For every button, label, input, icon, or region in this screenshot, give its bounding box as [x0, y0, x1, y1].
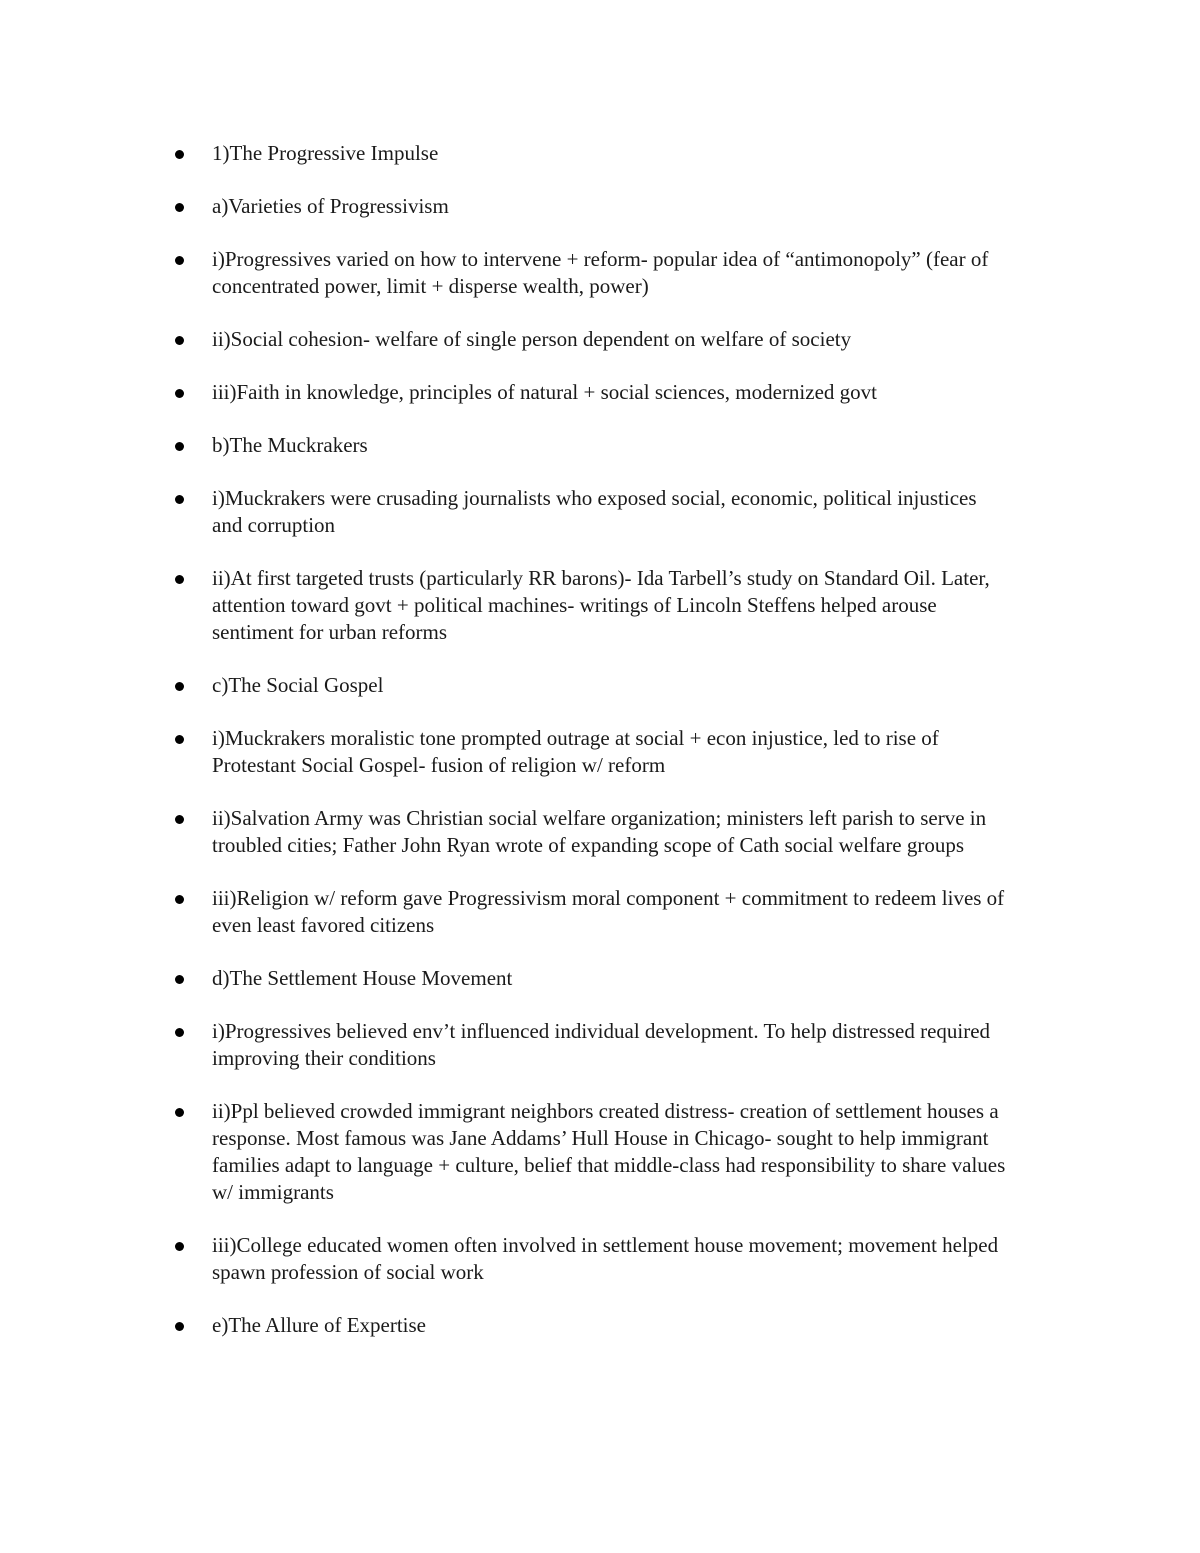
list-item-text: c)The Social Gospel [212, 673, 384, 697]
list-item-text: i)Muckrakers moralistic tone prompted outrage at social + econ injustice, led to rise of Protestant Social Gospel- fusion of religion w/ reform [212, 726, 939, 777]
bullet-icon [175, 1028, 184, 1037]
bullet-icon [175, 682, 184, 691]
list-item [172, 805, 1012, 859]
list-item [172, 565, 1012, 646]
list-item [172, 432, 1012, 459]
list-item-text: iii)Religion w/ reform gave Progressivism moral component + commitment to redeem lives of even least favored citizens [212, 886, 1005, 937]
list-item-text: iii)College educated women often involved in settlement house movement; movement helped spawn profession of social work [212, 1233, 999, 1284]
list-item [172, 885, 1012, 939]
list-item-text: i)Progressives varied on how to intervene + reform- popular idea of “antimonopoly” (fear of concentrated power, limit + disperse wealth, power) [212, 247, 989, 298]
list-item-text: iii)Faith in knowledge, principles of natural + social sciences, modernized govt [212, 380, 877, 404]
list-item-text: b)The Muckrakers [212, 433, 368, 457]
list-item [172, 1312, 1012, 1339]
list-item-text: d)The Settlement House Movement [212, 966, 513, 990]
list-item-text: ii)At first targeted trusts (particularly RR barons)- Ida Tarbell’s study on Standard Oil. Later, attention toward govt + political machines- writings of Lincoln Steffens helped arouse sentiment for urban reforms [212, 566, 990, 644]
list-item [172, 485, 1012, 539]
outline-list [172, 140, 1012, 1365]
list-item-text: 1)The Progressive Impulse [212, 141, 439, 165]
bullet-icon [175, 336, 184, 345]
bullet-icon [175, 256, 184, 265]
bullet-icon [175, 495, 184, 504]
list-item [172, 1232, 1012, 1286]
list-item [172, 725, 1012, 779]
list-item [172, 379, 1012, 406]
list-item [172, 965, 1012, 992]
bullet-icon [175, 203, 184, 212]
bullet-icon [175, 735, 184, 744]
bullet-icon [175, 442, 184, 451]
bullet-icon [175, 895, 184, 904]
list-item [172, 193, 1012, 220]
list-item-text: i)Progressives believed env’t influenced individual development. To help distressed required improving their conditions [212, 1019, 991, 1070]
list-item-text: ii)Social cohesion- welfare of single person dependent on welfare of society [212, 327, 852, 351]
list-item-text: i)Muckrakers were crusading journalists who exposed social, economic, political injustices and corruption [212, 486, 977, 537]
bullet-icon [175, 975, 184, 984]
bullet-icon [175, 1242, 184, 1251]
list-item [172, 246, 1012, 300]
list-item-text: e)The Allure of Expertise [212, 1313, 426, 1337]
bullet-icon [175, 389, 184, 398]
bullet-icon [175, 150, 184, 159]
list-item [172, 1098, 1012, 1206]
bullet-icon [175, 1108, 184, 1117]
list-item-text: a)Varieties of Progressivism [212, 194, 449, 218]
list-item [172, 1018, 1012, 1072]
bullet-icon [175, 815, 184, 824]
bullet-icon [175, 575, 184, 584]
list-item [172, 140, 1012, 167]
list-item [172, 672, 1012, 699]
bullet-icon [175, 1322, 184, 1331]
list-item-text: ii)Ppl believed crowded immigrant neighbors created distress- creation of settlement houses a response. Most famous was Jane Addams’ Hull House in Chicago- sought to help immigrant families adapt to language + culture, belief that middle-class had responsibility to share values w/ immigrants [212, 1099, 1006, 1204]
list-item-text: ii)Salvation Army was Christian social welfare organization; ministers left parish to serve in troubled cities; Father John Ryan wrote of expanding scope of Cath social welfare groups [212, 806, 987, 857]
list-item [172, 326, 1012, 353]
